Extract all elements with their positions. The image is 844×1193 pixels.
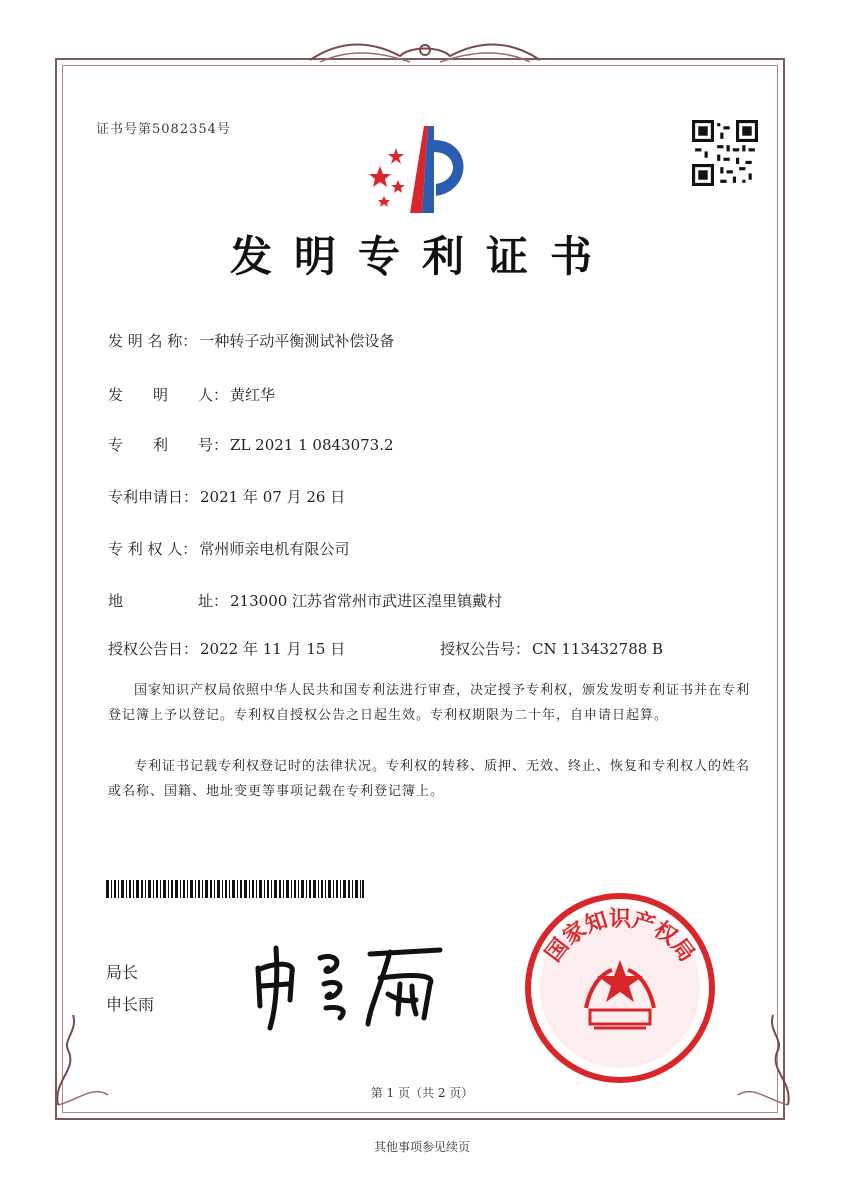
patentee-value: 常州师亲电机有限公司: [199, 540, 350, 558]
seal-text: 国家知识产权局: [540, 906, 700, 967]
grant-date-value: 2022 年 11 月 15 日: [200, 640, 346, 658]
address-value: 213000 江苏省常州市武进区湟里镇戴村: [230, 592, 503, 610]
paragraph-grant-statement: 国家知识产权局依照中华人民共和国专利法进行审查，决定授予专利权，颁发发明专利证书并在专利登记簿上予以登记。专利权自授权公告之日起生效。专利权期限为二十年，自申请日起算。: [108, 683, 751, 723]
inventor-label: 发 明 人：: [108, 386, 229, 404]
address-label: 地 址：: [108, 592, 229, 610]
certificate-number: 证书号第5082354号: [96, 122, 231, 137]
official-seal: [520, 888, 720, 1088]
field-inventor: [108, 384, 275, 405]
field-grant-date: [108, 638, 345, 659]
filing-date-label: 专利申请日：: [108, 488, 199, 506]
patent-no-value: ZL 2021 1 0843073.2: [230, 436, 394, 454]
invention-name-value: 一种转子动平衡测试补偿设备: [199, 332, 395, 350]
inventor-value: 黄红华: [230, 386, 276, 404]
handwritten-signature: [240, 928, 460, 1038]
invention-name-label: 发 明 名 称：: [108, 332, 198, 350]
certificate-title: 发明专利证书: [229, 232, 614, 281]
paragraph-legal-status: 专利证书记载专利权登记时的法律状况。专利权的转移、质押、无效、终止、恢复和专利权人的姓名或名称、国籍、地址变更等事项记载在专利登记簿上。: [108, 759, 751, 799]
filing-date-value: 2021 年 07 月 26 日: [200, 488, 346, 506]
barcode: [106, 880, 364, 898]
cnipa-logo: [362, 118, 492, 218]
field-patent-no: [108, 434, 394, 455]
field-filing-date: [108, 486, 345, 507]
top-ornament: [300, 38, 550, 68]
patent-no-label: 专 利 号：: [108, 436, 229, 454]
patentee-label: 专 利 权 人：: [108, 540, 198, 558]
signatory-title: 局长: [106, 963, 139, 982]
page-number: 第 1 页（共 2 页）: [370, 1086, 474, 1100]
grant-no-value: CN 113432788 B: [532, 640, 664, 658]
footer-note: 其他事项参见续页: [373, 1140, 470, 1154]
grant-no-label: 授权公告号：: [440, 640, 531, 658]
qr-code: [692, 120, 758, 186]
field-invention-name: [108, 330, 394, 351]
field-patentee: [108, 538, 349, 559]
field-grant-no: [440, 638, 663, 659]
signatory-name: 申长雨: [106, 995, 155, 1014]
grant-date-label: 授权公告日：: [108, 640, 199, 658]
field-address: [108, 590, 502, 611]
